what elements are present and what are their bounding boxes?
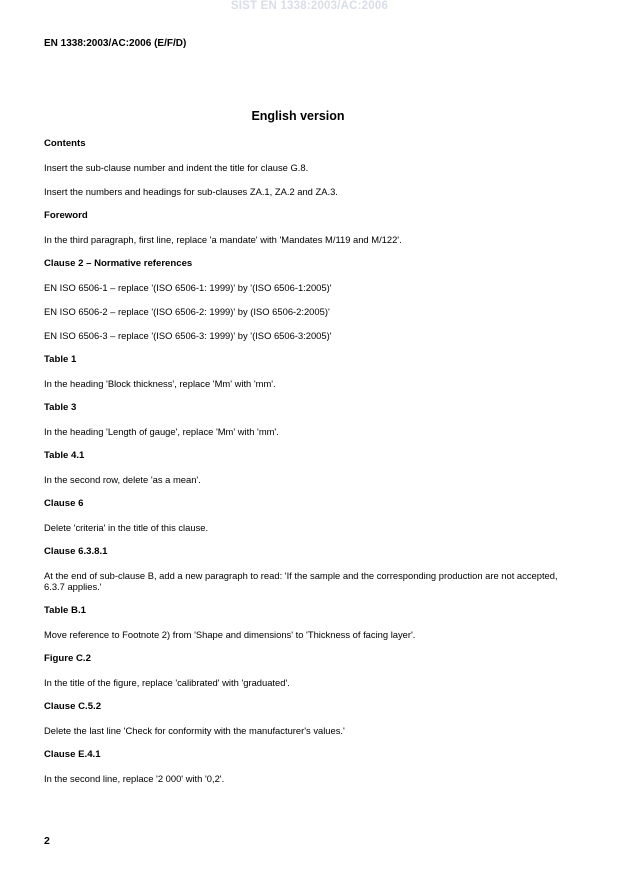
section-heading: Foreword [44,210,88,221]
section-table-b-1 [44,605,564,640]
page-title: English version [251,109,345,123]
section-heading: Figure C.2 [44,653,91,664]
section-clause-c-5-2 [44,701,564,736]
section-paragraph: EN ISO 6506-3 – replace '(ISO 6506-3: 1999)' by '(ISO 6506-3:2005)' [44,330,332,341]
section-table-1 [44,354,564,389]
section-heading: Clause E.4.1 [44,749,101,760]
document-body [44,138,564,797]
section-table-3 [44,402,564,437]
section-paragraph: EN ISO 6506-1 – replace '(ISO 6506-1: 1999)' by '(ISO 6506-1:2005)' [44,282,332,293]
section-table-4-1 [44,450,564,485]
section-clause-e-4-1 [44,749,564,784]
section-clause-6-3-8-1 [44,546,564,592]
section-heading: Clause C.5.2 [44,701,102,712]
section-paragraph: Insert the sub-clause number and indent the title for clause G.8. [44,162,309,173]
section-paragraph: Delete 'criteria' in the title of this clause. [44,522,209,533]
section-heading: Table B.1 [44,605,86,616]
section-heading: Contents [44,138,86,149]
page-number: 2 [44,835,50,847]
section-paragraph: At the end of sub-clause B, add a new paragraph to read: 'If the sample and the corresponding production are not accepted, 6.3.7 applies.' [44,570,558,592]
section-figure-c-2 [44,653,564,688]
section-paragraph: Delete the last line 'Check for conformity with the manufacturer's values.' [44,725,345,736]
section-paragraph: In the heading 'Block thickness', replace 'Mm' with 'mm'. [44,378,276,389]
section-heading: Table 4.1 [44,450,85,461]
section-clause-2 [44,258,564,341]
section-clause-6 [44,498,564,533]
watermark: SIST EN 1338:2003/AC:2006 [230,0,389,12]
section-contents [44,138,564,197]
section-paragraph: Insert the numbers and headings for sub-clauses ZA.1, ZA.2 and ZA.3. [44,186,338,197]
section-paragraph: In the heading 'Length of gauge', replace 'Mm' with 'mm'. [44,426,279,437]
document-identifier: EN 1338:2003/AC:2006 (E/F/D) [44,38,187,49]
section-heading: Clause 2 – Normative references [44,258,193,269]
section-paragraph: In the title of the figure, replace 'calibrated' with 'graduated'. [44,677,290,688]
section-heading: Table 3 [44,402,77,413]
section-heading: Clause 6 [44,498,84,509]
section-paragraph: In the third paragraph, first line, replace 'a mandate' with 'Mandates M/119 and M/122'. [44,234,402,245]
section-paragraph: In the second row, delete 'as a mean'. [44,474,201,485]
section-paragraph: In the second line, replace '2 000' with '0,2'. [44,773,225,784]
section-heading: Clause 6.3.8.1 [44,546,108,557]
section-paragraph: Move reference to Footnote 2) from 'Shape and dimensions' to 'Thickness of facing layer'. [44,629,416,640]
section-paragraph: EN ISO 6506-2 – replace '(ISO 6506-2: 1999)' by (ISO 6506-2:2005)' [44,306,330,317]
section-heading: Table 1 [44,354,77,365]
section-foreword [44,210,564,245]
